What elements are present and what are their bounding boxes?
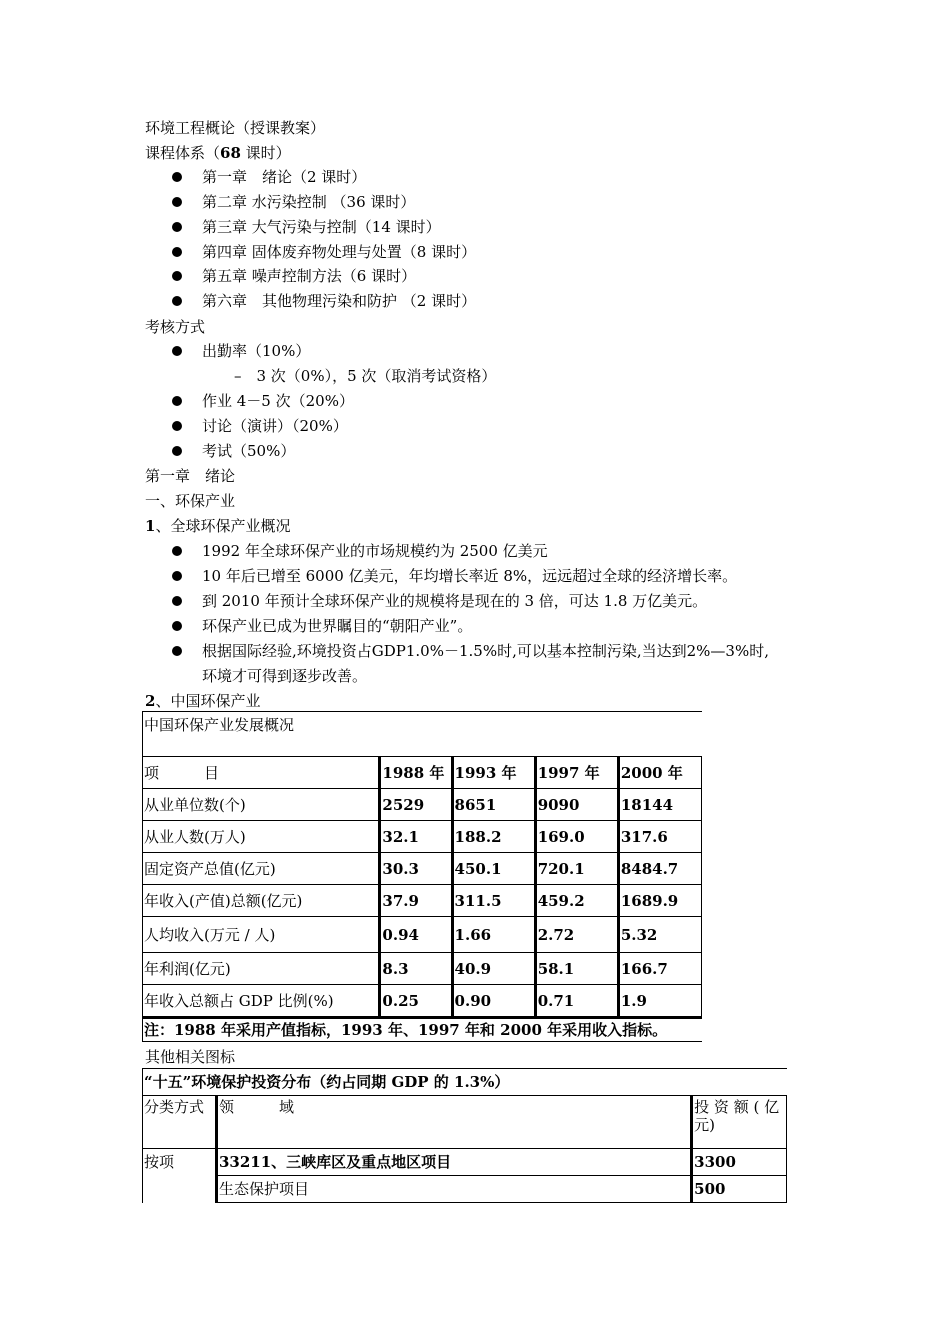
table-header-cell: 分类方式 [143, 1096, 217, 1149]
table-cell: 年利润(亿元) [143, 953, 380, 985]
bullet-icon [172, 271, 182, 281]
list-item: 第一章 绪论（2 课时） [202, 168, 367, 186]
bullet-icon [172, 222, 182, 232]
bullet-icon [172, 546, 182, 556]
table-cell: 37.9 [380, 885, 452, 917]
list-item-continuation: 环境才可得到逐步改善。 [202, 667, 368, 685]
table-row [143, 917, 702, 953]
table-cell: 1.9 [618, 985, 701, 1018]
table-header-row [143, 1096, 787, 1149]
table-row [143, 953, 702, 985]
list-item: 讨论（演讲）（20%） [202, 417, 348, 435]
list-item: 根据国际经验,环境投资占GDP1.0%－1.5%时,可以基本控制污染,当达到2%—3%时, [202, 642, 769, 660]
subsection-heading: 2、中国环保产业 [145, 692, 261, 710]
table-cell: 年收入总额占 GDP 比例(%) [143, 985, 380, 1018]
table-cell: 8484.7 [618, 853, 701, 885]
list-item: 作业 4－5 次（20%） [202, 392, 354, 410]
table-cell: 0.25 [380, 985, 452, 1018]
table-cell: 311.5 [452, 885, 535, 917]
table-cell: 33211、三峡库区及重点地区项目 [216, 1149, 691, 1176]
table-row [143, 821, 702, 853]
table-header-row [143, 757, 702, 789]
table-cell: 40.9 [452, 953, 535, 985]
table-row [143, 1149, 787, 1176]
table-cell: 9090 [535, 789, 618, 821]
table-cell: 从业人数(万人) [143, 821, 380, 853]
table-cell: 1689.9 [618, 885, 701, 917]
table-cell: 固定资产总值(亿元) [143, 853, 380, 885]
table-cell: 从业单位数(个) [143, 789, 380, 821]
bullet-icon [172, 571, 182, 581]
bullet-icon [172, 646, 182, 656]
table-header-cell: 2000 年 [618, 757, 701, 789]
list-item: 到 2010 年预计全球环保产业的规模将是现在的 3 倍，可达 1.8 万亿美元。 [202, 592, 708, 610]
bullet-icon [172, 296, 182, 306]
table-header-cell: 投 资 额 ( 亿元) [692, 1096, 787, 1149]
document-title: 环境工程概论（授课教案） [145, 119, 326, 137]
table-cell: 500 [692, 1176, 787, 1203]
category-cell: 按项 [143, 1149, 217, 1203]
table-row [143, 1176, 787, 1203]
assessment-heading: 考核方式 [145, 318, 206, 336]
section-heading: 一、环保产业 [145, 492, 236, 510]
table-cell: 2529 [380, 789, 452, 821]
list-item: 10 年后已增至 6000 亿美元，年均增长率近 8%，远远超过全球的经济增长率。 [202, 567, 738, 585]
list-item: 第六章 其他物理污染和防护 （2 课时） [202, 292, 477, 310]
list-item: 第五章 噪声控制方法（6 课时） [202, 267, 417, 285]
bullet-icon [172, 247, 182, 257]
table-cell: 459.2 [535, 885, 618, 917]
table-cell: 2.72 [535, 917, 618, 953]
list-item: 第四章 固体废弃物处理与处置（8 课时） [202, 243, 477, 261]
table-row [143, 789, 702, 821]
table-cell: 0.71 [535, 985, 618, 1018]
table-header-cell: 1993 年 [452, 757, 535, 789]
list-item: 1992 年全球环保产业的市场规模约为 2500 亿美元 [202, 542, 548, 560]
table-cell: 169.0 [535, 821, 618, 853]
chapter1-heading: 第一章 绪论 [145, 467, 236, 485]
table-cell: 58.1 [535, 953, 618, 985]
table-cell: 5.32 [618, 917, 701, 953]
bullet-icon [172, 446, 182, 456]
table-row [143, 985, 702, 1018]
table-cell: 年收入(产值)总额(亿元) [143, 885, 380, 917]
table-cell: 30.3 [380, 853, 452, 885]
other-heading: 其他相关图标 [145, 1048, 236, 1066]
list-item: 考试（50%） [202, 442, 296, 460]
subsection-heading: 1、全球环保产业概况 [145, 517, 291, 535]
table-header-cell: 项 目 [143, 757, 380, 789]
table-cell: 720.1 [535, 853, 618, 885]
table-header-cell: 1997 年 [535, 757, 618, 789]
investment-table [142, 1068, 787, 1203]
china-industry-table [142, 711, 702, 1042]
table-header-cell: 1988 年 [380, 757, 452, 789]
bullet-icon [172, 596, 182, 606]
sub-item: – 3 次（0%），5 次（取消考试资格） [234, 367, 497, 385]
table-cell: 18144 [618, 789, 701, 821]
table-cell: 0.90 [452, 985, 535, 1018]
table-cell: 450.1 [452, 853, 535, 885]
bullet-icon [172, 197, 182, 207]
table-header-cell: 领 域 [216, 1096, 691, 1149]
table-cell: 1.66 [452, 917, 535, 953]
table-cell: 188.2 [452, 821, 535, 853]
list-item: 环保产业已成为世界瞩目的“朝阳产业”。 [202, 617, 473, 635]
list-item: 第二章 水污染控制 （36 课时） [202, 193, 416, 211]
bullet-icon [172, 396, 182, 406]
table-note: 注：1988 年采用产值指标，1993 年、1997 年和 2000 年采用收入指标。 [143, 1018, 702, 1042]
bullet-icon [172, 421, 182, 431]
bullet-icon [172, 172, 182, 182]
table-cell: 32.1 [380, 821, 452, 853]
table-cell: 166.7 [618, 953, 701, 985]
table-caption: 中国环保产业发展概况 [143, 712, 702, 753]
table-row [143, 885, 702, 917]
bullet-icon [172, 346, 182, 356]
table-cell: 3300 [692, 1149, 787, 1176]
table-cell: 生态保护项目 [216, 1176, 691, 1203]
table-cell: 8.3 [380, 953, 452, 985]
list-item: 第三章 大气污染与控制（14 课时） [202, 218, 441, 236]
table-cell: 317.6 [618, 821, 701, 853]
table-cell: 8651 [452, 789, 535, 821]
table-cell: 0.94 [380, 917, 452, 953]
table-caption: “十五”环境保护投资分布（约占同期 GDP 的 1.3%） [143, 1069, 787, 1096]
table-cell: 人均收入(万元 / 人) [143, 917, 380, 953]
list-item: 出勤率（10%） [202, 342, 311, 360]
bullet-icon [172, 621, 182, 631]
table-row [143, 853, 702, 885]
course-system: 课程体系（68 课时） [145, 144, 291, 162]
